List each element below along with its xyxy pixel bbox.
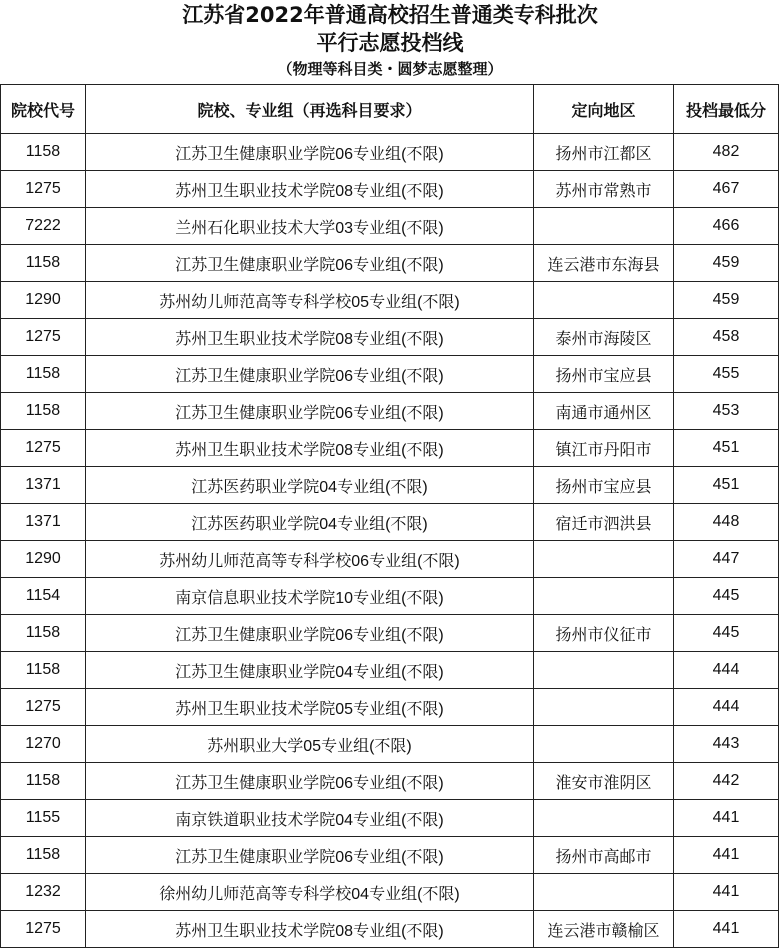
table-row [1,282,779,319]
cell-min-score: 451 [674,430,779,467]
cell-school-code: 1158 [1,837,86,874]
table-row [1,319,779,356]
cell-min-score: 447 [674,541,779,578]
column-header-region: 定向地区 [534,85,674,134]
cell-school-code: 1290 [1,282,86,319]
table-row [1,763,779,800]
cell-school-group: 江苏医药职业学院04专业组(不限) [86,467,534,504]
cell-region: 南通市通州区 [534,393,674,430]
cell-school-code: 1155 [1,800,86,837]
cell-school-code: 1154 [1,578,86,615]
cell-region [534,726,674,763]
cell-min-score: 459 [674,245,779,282]
cell-school-group: 苏州卫生职业技术学院08专业组(不限) [86,430,534,467]
cell-min-score: 458 [674,319,779,356]
cell-school-group: 兰州石化职业技术大学03专业组(不限) [86,208,534,245]
cell-min-score: 455 [674,356,779,393]
cell-min-score: 441 [674,911,779,948]
cell-school-group: 南京铁道职业技术学院04专业组(不限) [86,800,534,837]
cell-min-score: 442 [674,763,779,800]
cell-school-code: 1158 [1,245,86,282]
document-source-note: （物理等科目类・圆梦志愿整理） [277,60,503,78]
cell-school-code: 1232 [1,874,86,911]
cell-min-score: 441 [674,837,779,874]
cell-school-group: 苏州卫生职业技术学院08专业组(不限) [86,319,534,356]
table-row [1,541,779,578]
table-row [1,652,779,689]
cell-school-code: 7222 [1,208,86,245]
column-header-group: 院校、专业组（再选科目要求） [86,85,534,134]
cell-school-group: 苏州职业大学05专业组(不限) [86,726,534,763]
cell-region [534,689,674,726]
cell-school-code: 1158 [1,615,86,652]
cell-school-code: 1371 [1,467,86,504]
cell-school-code: 1275 [1,319,86,356]
cell-school-group: 南京信息职业技术学院10专业组(不限) [86,578,534,615]
cell-min-score: 444 [674,689,779,726]
table-row [1,393,779,430]
table-row [1,874,779,911]
cell-school-code: 1290 [1,541,86,578]
cell-school-group: 江苏卫生健康职业学院06专业组(不限) [86,356,534,393]
table-row [1,208,779,245]
cell-school-group: 江苏卫生健康职业学院06专业组(不限) [86,763,534,800]
cell-school-code: 1275 [1,430,86,467]
cell-region: 泰州市海陵区 [534,319,674,356]
document-title: 江苏省2022年普通高校招生普通类专科批次 [182,3,598,27]
cell-school-code: 1158 [1,393,86,430]
cell-region: 扬州市宝应县 [534,467,674,504]
cell-region [534,208,674,245]
cell-school-group: 江苏卫生健康职业学院06专业组(不限) [86,134,534,171]
cell-school-code: 1158 [1,134,86,171]
table-row [1,689,779,726]
cell-school-code: 1270 [1,726,86,763]
table-body [1,134,779,948]
cell-school-code: 1158 [1,763,86,800]
cell-region: 连云港市东海县 [534,245,674,282]
cell-school-group: 苏州卫生职业技术学院08专业组(不限) [86,911,534,948]
cell-min-score: 467 [674,171,779,208]
cell-school-group: 江苏卫生健康职业学院04专业组(不限) [86,652,534,689]
cell-school-code: 1275 [1,689,86,726]
cell-school-group: 苏州幼儿师范高等专科学校06专业组(不限) [86,541,534,578]
cell-school-group: 徐州幼儿师范高等专科学校04专业组(不限) [86,874,534,911]
cell-region: 淮安市淮阴区 [534,763,674,800]
cell-min-score: 466 [674,208,779,245]
cell-school-code: 1158 [1,652,86,689]
cell-school-code: 1158 [1,356,86,393]
cell-region [534,800,674,837]
table-row [1,430,779,467]
cell-school-code: 1275 [1,171,86,208]
document-header [0,0,780,84]
cell-school-group: 苏州卫生职业技术学院08专业组(不限) [86,171,534,208]
cell-school-group: 江苏卫生健康职业学院06专业组(不限) [86,837,534,874]
cell-region: 扬州市宝应县 [534,356,674,393]
column-header-score: 投档最低分 [674,85,779,134]
table-row [1,356,779,393]
cell-min-score: 451 [674,467,779,504]
table-header-row [1,85,779,134]
cell-region: 苏州市常熟市 [534,171,674,208]
document-subtitle: 平行志愿投档线 [316,31,464,55]
cell-region [534,652,674,689]
cell-region [534,578,674,615]
cell-region [534,282,674,319]
cell-school-group: 江苏卫生健康职业学院06专业组(不限) [86,615,534,652]
cell-region: 镇江市丹阳市 [534,430,674,467]
cell-min-score: 441 [674,874,779,911]
cell-min-score: 444 [674,652,779,689]
admission-score-table [0,84,779,948]
cell-min-score: 445 [674,578,779,615]
table-row [1,467,779,504]
cell-region: 连云港市赣榆区 [534,911,674,948]
table-row [1,911,779,948]
table-row [1,800,779,837]
cell-region: 扬州市江都区 [534,134,674,171]
cell-school-group: 苏州卫生职业技术学院05专业组(不限) [86,689,534,726]
table-row [1,245,779,282]
cell-region: 宿迁市泗洪县 [534,504,674,541]
table-row [1,504,779,541]
cell-region [534,541,674,578]
cell-region: 扬州市仪征市 [534,615,674,652]
cell-school-group: 苏州幼儿师范高等专科学校05专业组(不限) [86,282,534,319]
table-row [1,134,779,171]
cell-min-score: 445 [674,615,779,652]
table-row [1,837,779,874]
cell-school-code: 1371 [1,504,86,541]
cell-region [534,874,674,911]
cell-min-score: 459 [674,282,779,319]
table-row [1,726,779,763]
cell-min-score: 443 [674,726,779,763]
table-row [1,578,779,615]
table-row [1,615,779,652]
column-header-code: 院校代号 [1,85,86,134]
cell-min-score: 482 [674,134,779,171]
cell-region: 扬州市高邮市 [534,837,674,874]
cell-min-score: 453 [674,393,779,430]
table-row [1,171,779,208]
cell-school-group: 江苏医药职业学院04专业组(不限) [86,504,534,541]
cell-min-score: 448 [674,504,779,541]
cell-min-score: 441 [674,800,779,837]
cell-school-group: 江苏卫生健康职业学院06专业组(不限) [86,245,534,282]
cell-school-group: 江苏卫生健康职业学院06专业组(不限) [86,393,534,430]
cell-school-code: 1275 [1,911,86,948]
